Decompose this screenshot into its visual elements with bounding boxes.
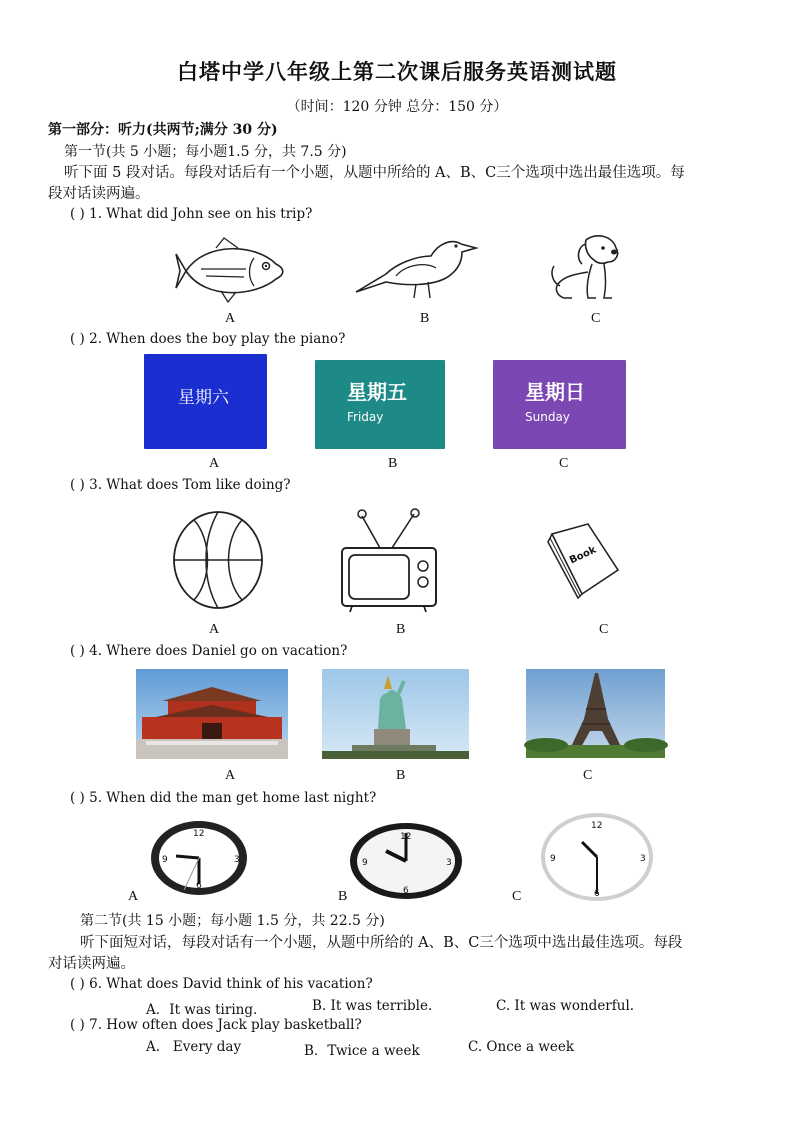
option-label-b: B bbox=[420, 311, 430, 326]
svg-text:12: 12 bbox=[193, 829, 205, 839]
sunday-card-english: Sunday bbox=[525, 410, 570, 424]
question-3 bbox=[70, 477, 291, 493]
answer-bracket[interactable]: ( ) 1. bbox=[70, 206, 102, 222]
answer-bracket[interactable]: ( ) 4. bbox=[70, 643, 102, 659]
q6-option-a[interactable]: A．It was tiring. bbox=[146, 1002, 258, 1018]
section1-instruction-line2: 段对话读两遍。 bbox=[48, 186, 150, 202]
sunday-card-label: 星期日 bbox=[525, 380, 585, 404]
fish-icon bbox=[176, 236, 291, 306]
option-label-c: C bbox=[512, 889, 522, 904]
q7-option-c[interactable]: C. Once a week bbox=[468, 1039, 575, 1055]
part1-heading: 第一部分：听力(共两节;满分 30 分) bbox=[48, 122, 278, 138]
option-label-b: B bbox=[388, 456, 398, 471]
question-text: How often does Jack play basketball? bbox=[106, 1017, 362, 1033]
page-subtitle: （时间：120 分钟 总分：150 分） bbox=[286, 99, 508, 115]
question-text: What did John see on his trip? bbox=[106, 206, 313, 222]
clock-icon bbox=[150, 820, 248, 896]
bird-icon bbox=[356, 234, 481, 299]
svg-text:6: 6 bbox=[594, 889, 600, 899]
clock-icon bbox=[348, 821, 464, 901]
svg-text:6: 6 bbox=[403, 886, 409, 896]
sunday-card bbox=[493, 360, 626, 449]
option-label-b: B bbox=[396, 622, 406, 637]
question-7 bbox=[70, 1017, 362, 1033]
section2-instruction-line2: 对话读两遍。 bbox=[48, 956, 135, 972]
option-label-c: C bbox=[599, 622, 609, 637]
answer-bracket[interactable]: ( ) 6. bbox=[70, 976, 102, 992]
svg-text:3: 3 bbox=[234, 855, 240, 865]
clock-icon bbox=[540, 812, 654, 902]
answer-bracket[interactable]: ( ) 7. bbox=[70, 1017, 102, 1033]
option-label-b: B bbox=[338, 889, 348, 904]
option-label-c: C bbox=[591, 311, 601, 326]
option-label-a: A bbox=[209, 622, 220, 637]
question-1 bbox=[70, 206, 312, 222]
option-label-a: A bbox=[225, 311, 236, 326]
friday-card bbox=[315, 360, 445, 449]
question-text: When does the boy play the piano? bbox=[106, 331, 346, 347]
option-label-a: A bbox=[128, 889, 139, 904]
section1-heading: 第一节(共 5 小题；每小题1.5 分，共 7.5 分) bbox=[64, 144, 347, 160]
section2-heading: 第二节(共 15 小题；每小题 1.5 分，共 22.5 分) bbox=[80, 913, 385, 929]
question-2 bbox=[70, 331, 345, 347]
answer-bracket[interactable]: ( ) 5. bbox=[70, 790, 102, 806]
question-4 bbox=[70, 643, 347, 659]
option-label-c: C bbox=[559, 456, 569, 471]
section2-instruction-line1: 听下面短对话，每段对话有一个小题，从题中所给的 A、B、C三个选项中选出最佳选项。每段 bbox=[80, 935, 683, 951]
dog-icon bbox=[548, 232, 628, 304]
question-text: Where does Daniel go on vacation? bbox=[106, 643, 348, 659]
friday-card-label: 星期五 bbox=[347, 380, 407, 404]
q7-option-a[interactable]: A. Every day bbox=[146, 1039, 242, 1055]
saturday-card bbox=[144, 354, 267, 449]
svg-text:9: 9 bbox=[550, 854, 556, 864]
answer-bracket[interactable]: ( ) 3. bbox=[70, 477, 102, 493]
svg-text:12: 12 bbox=[591, 821, 603, 831]
q7-option-b[interactable]: B．Twice a week bbox=[304, 1043, 420, 1059]
answer-bracket[interactable]: ( ) 2. bbox=[70, 331, 102, 347]
book-label: Book bbox=[567, 544, 599, 567]
option-label-a: A bbox=[209, 456, 220, 471]
friday-card-english: Friday bbox=[347, 410, 384, 424]
saturday-card-label: 星期六 bbox=[178, 388, 229, 408]
question-text: What does David think of his vacation? bbox=[106, 976, 373, 992]
svg-text:9: 9 bbox=[362, 858, 368, 868]
question-text: When did the man get home last night? bbox=[106, 790, 377, 806]
page-title: 白塔中学八年级上第二次课后服务英语测试题 bbox=[177, 60, 617, 84]
svg-text:6: 6 bbox=[196, 881, 202, 891]
basketball-icon bbox=[172, 510, 264, 610]
q6-option-c[interactable]: C. It was wonderful. bbox=[496, 998, 635, 1014]
svg-text:3: 3 bbox=[640, 854, 646, 864]
statue-of-liberty-photo bbox=[322, 669, 469, 759]
section1-instruction-line1: 听下面 5 段对话。每段对话后有一个小题，从题中所给的 A、B、C三个选项中选出最佳选项。每 bbox=[64, 165, 685, 181]
q6-option-b[interactable]: B. It was terrible. bbox=[312, 998, 433, 1014]
option-label-a: A bbox=[225, 768, 236, 783]
tiananmen-photo bbox=[136, 669, 288, 759]
tv-icon bbox=[340, 508, 438, 612]
question-5 bbox=[70, 790, 376, 806]
svg-text:9: 9 bbox=[162, 855, 168, 865]
svg-text:12: 12 bbox=[400, 832, 412, 842]
question-6 bbox=[70, 976, 373, 992]
question-text: What does Tom like doing? bbox=[106, 477, 291, 493]
eiffel-tower-photo bbox=[526, 669, 665, 758]
svg-text:3: 3 bbox=[446, 858, 452, 868]
option-label-b: B bbox=[396, 768, 406, 783]
option-label-c: C bbox=[583, 768, 593, 783]
book-icon bbox=[548, 520, 622, 598]
